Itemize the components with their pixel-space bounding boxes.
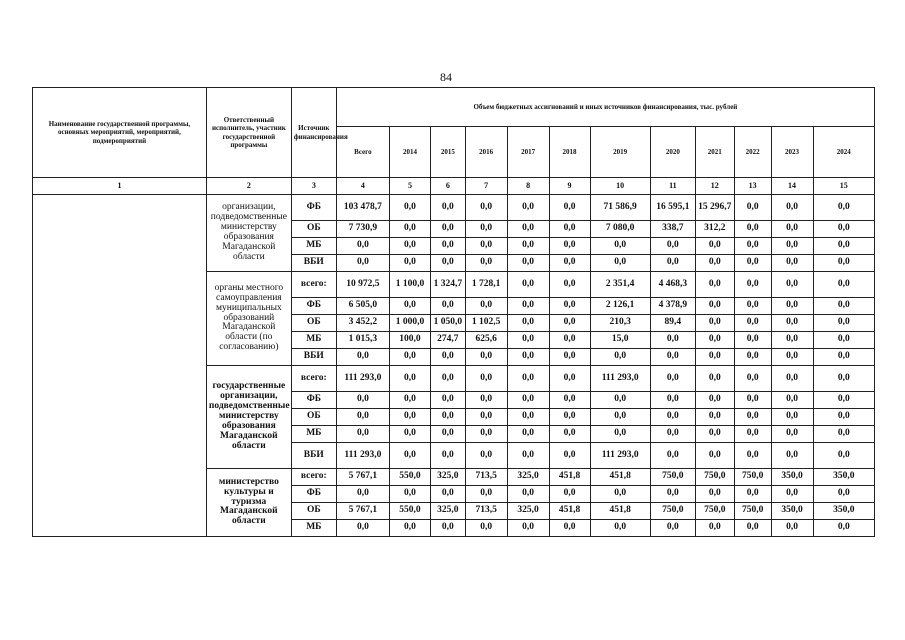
value-cell: 0,0 [734, 298, 771, 315]
source-cell: МБ [291, 520, 336, 537]
value-cell: 0,0 [734, 409, 771, 426]
value-cell: 312,2 [695, 221, 734, 238]
value-cell: 451,8 [549, 469, 590, 486]
value-cell: 0,0 [734, 238, 771, 255]
value-cell: 0,0 [430, 238, 465, 255]
header-executor: Ответственный исполнитель, участник государственной программы [206, 88, 291, 178]
value-cell: 0,0 [650, 366, 695, 392]
value-cell: 0,0 [813, 298, 875, 315]
value-cell: 0,0 [695, 298, 734, 315]
value-cell: 0,0 [734, 366, 771, 392]
value-cell: 0,0 [549, 486, 590, 503]
value-cell: 0,0 [549, 520, 590, 537]
value-cell: 71 586,9 [590, 195, 650, 221]
value-cell: 1 728,1 [465, 272, 507, 298]
executor-cell: министерство культуры и туризма Магаданской области [206, 469, 291, 537]
value-cell: 0,0 [590, 392, 650, 409]
value-cell: 713,5 [465, 469, 507, 486]
header-year-5: 2018 [549, 127, 590, 178]
value-cell: 0,0 [771, 443, 813, 469]
program-name-cell [33, 195, 207, 537]
value-cell: 0,0 [813, 366, 875, 392]
value-cell: 0,0 [590, 409, 650, 426]
header-year-7: 2020 [650, 127, 695, 178]
value-cell: 0,0 [336, 255, 389, 272]
value-cell: 750,0 [695, 469, 734, 486]
value-cell: 0,0 [336, 349, 389, 366]
value-cell: 3 452,2 [336, 315, 389, 332]
value-cell: 1 050,0 [430, 315, 465, 332]
value-cell: 0,0 [771, 195, 813, 221]
column-number-10: 10 [590, 178, 650, 195]
value-cell: 16 595,1 [650, 195, 695, 221]
source-cell: МБ [291, 238, 336, 255]
value-cell: 0,0 [336, 392, 389, 409]
value-cell: 0,0 [734, 221, 771, 238]
value-cell: 0,0 [507, 238, 549, 255]
value-cell: 0,0 [430, 298, 465, 315]
value-cell: 1 000,0 [390, 315, 431, 332]
value-cell: 5 767,1 [336, 503, 389, 520]
value-cell: 0,0 [771, 486, 813, 503]
value-cell: 2 126,1 [590, 298, 650, 315]
value-cell: 0,0 [549, 238, 590, 255]
source-cell: МБ [291, 426, 336, 443]
value-cell: 0,0 [813, 315, 875, 332]
value-cell: 0,0 [813, 486, 875, 503]
value-cell: 0,0 [549, 255, 590, 272]
value-cell: 0,0 [549, 349, 590, 366]
value-cell: 0,0 [650, 332, 695, 349]
value-cell: 750,0 [695, 503, 734, 520]
value-cell: 0,0 [465, 255, 507, 272]
value-cell: 325,0 [507, 503, 549, 520]
value-cell: 0,0 [695, 255, 734, 272]
value-cell: 0,0 [650, 443, 695, 469]
value-cell: 0,0 [734, 443, 771, 469]
value-cell: 0,0 [465, 195, 507, 221]
value-cell: 0,0 [549, 392, 590, 409]
value-cell: 0,0 [549, 409, 590, 426]
column-number-9: 9 [549, 178, 590, 195]
value-cell: 111 293,0 [336, 443, 389, 469]
value-cell: 0,0 [695, 315, 734, 332]
value-cell: 350,0 [771, 469, 813, 486]
value-cell: 0,0 [507, 426, 549, 443]
source-cell: ФБ [291, 486, 336, 503]
value-cell: 0,0 [507, 255, 549, 272]
value-cell: 750,0 [650, 469, 695, 486]
value-cell: 1 102,5 [465, 315, 507, 332]
value-cell: 0,0 [813, 195, 875, 221]
value-cell: 0,0 [507, 409, 549, 426]
value-cell: 0,0 [390, 255, 431, 272]
table-row [33, 195, 875, 221]
value-cell: 0,0 [507, 349, 549, 366]
value-cell: 0,0 [590, 238, 650, 255]
value-cell: 0,0 [465, 392, 507, 409]
value-cell: 0,0 [771, 332, 813, 349]
value-cell: 0,0 [813, 255, 875, 272]
value-cell: 0,0 [650, 255, 695, 272]
value-cell: 0,0 [771, 255, 813, 272]
value-cell: 0,0 [465, 520, 507, 537]
value-cell: 0,0 [734, 426, 771, 443]
header-year-10: 2023 [771, 127, 813, 178]
value-cell: 0,0 [813, 349, 875, 366]
value-cell: 0,0 [771, 221, 813, 238]
value-cell: 713,5 [465, 503, 507, 520]
column-number-7: 7 [465, 178, 507, 195]
value-cell: 0,0 [390, 426, 431, 443]
value-cell: 0,0 [507, 315, 549, 332]
value-cell: 0,0 [771, 315, 813, 332]
value-cell: 338,7 [650, 221, 695, 238]
value-cell: 210,3 [590, 315, 650, 332]
value-cell: 0,0 [507, 366, 549, 392]
value-cell: 750,0 [734, 503, 771, 520]
value-cell: 0,0 [650, 486, 695, 503]
header-year-4: 2017 [507, 127, 549, 178]
value-cell: 0,0 [813, 443, 875, 469]
value-cell: 0,0 [430, 195, 465, 221]
value-cell: 103 478,7 [336, 195, 389, 221]
value-cell: 100,0 [390, 332, 431, 349]
value-cell: 550,0 [390, 503, 431, 520]
value-cell: 0,0 [734, 195, 771, 221]
value-cell: 750,0 [650, 503, 695, 520]
value-cell: 0,0 [465, 426, 507, 443]
budget-table [32, 87, 875, 537]
value-cell: 0,0 [390, 195, 431, 221]
source-cell: всего: [291, 272, 336, 298]
value-cell: 5 767,1 [336, 469, 389, 486]
value-cell: 0,0 [549, 366, 590, 392]
value-cell: 0,0 [390, 409, 431, 426]
value-cell: 0,0 [465, 298, 507, 315]
value-cell: 0,0 [390, 443, 431, 469]
value-cell: 0,0 [650, 349, 695, 366]
value-cell: 0,0 [390, 520, 431, 537]
value-cell: 451,8 [590, 469, 650, 486]
value-cell: 0,0 [695, 486, 734, 503]
source-cell: ОБ [291, 221, 336, 238]
header-year-3: 2016 [465, 127, 507, 178]
value-cell: 0,0 [430, 349, 465, 366]
value-cell: 0,0 [430, 366, 465, 392]
value-cell: 0,0 [465, 366, 507, 392]
header-year-6: 2019 [590, 127, 650, 178]
value-cell: 0,0 [430, 520, 465, 537]
value-cell: 0,0 [549, 443, 590, 469]
value-cell: 0,0 [465, 409, 507, 426]
source-cell: ФБ [291, 392, 336, 409]
value-cell: 0,0 [430, 409, 465, 426]
value-cell: 0,0 [813, 520, 875, 537]
value-cell: 0,0 [430, 392, 465, 409]
value-cell: 0,0 [507, 520, 549, 537]
header-year-2: 2015 [430, 127, 465, 178]
source-cell: всего: [291, 366, 336, 392]
value-cell: 325,0 [430, 503, 465, 520]
value-cell: 0,0 [771, 520, 813, 537]
value-cell: 111 293,0 [336, 366, 389, 392]
value-cell: 0,0 [734, 520, 771, 537]
value-cell: 0,0 [734, 315, 771, 332]
value-cell: 274,7 [430, 332, 465, 349]
value-cell: 0,0 [771, 272, 813, 298]
header-volume: Объем бюджетных ассигнований и иных источников финансирования, тыс. рублей [336, 88, 874, 127]
value-cell: 4 378,9 [650, 298, 695, 315]
value-cell: 0,0 [549, 426, 590, 443]
source-cell: ВБИ [291, 255, 336, 272]
value-cell: 0,0 [465, 486, 507, 503]
value-cell: 0,0 [813, 332, 875, 349]
value-cell: 0,0 [336, 426, 389, 443]
value-cell: 0,0 [507, 392, 549, 409]
value-cell: 0,0 [695, 409, 734, 426]
value-cell: 0,0 [465, 221, 507, 238]
value-cell: 0,0 [695, 349, 734, 366]
value-cell: 111 293,0 [590, 443, 650, 469]
column-number-1: 1 [33, 178, 207, 195]
value-cell: 0,0 [430, 255, 465, 272]
value-cell: 0,0 [549, 332, 590, 349]
value-cell: 0,0 [465, 443, 507, 469]
value-cell: 0,0 [695, 426, 734, 443]
column-number-6: 6 [430, 178, 465, 195]
executor-cell: организации, подведомственные министерству образования Магаданской области [206, 195, 291, 272]
table-body [33, 195, 875, 537]
column-number-13: 13 [734, 178, 771, 195]
value-cell: 0,0 [430, 443, 465, 469]
source-cell: ФБ [291, 298, 336, 315]
value-cell: 0,0 [549, 272, 590, 298]
value-cell: 0,0 [390, 238, 431, 255]
value-cell: 0,0 [590, 486, 650, 503]
value-cell: 0,0 [650, 238, 695, 255]
value-cell: 89,4 [650, 315, 695, 332]
value-cell: 4 468,3 [650, 272, 695, 298]
value-cell: 0,0 [430, 486, 465, 503]
value-cell: 0,0 [695, 443, 734, 469]
source-cell: ОБ [291, 315, 336, 332]
value-cell: 0,0 [336, 486, 389, 503]
value-cell: 0,0 [336, 520, 389, 537]
column-number-5: 5 [390, 178, 431, 195]
value-cell: 0,0 [734, 486, 771, 503]
header-source: Источник финансирования [291, 88, 336, 178]
value-cell: 0,0 [590, 349, 650, 366]
value-cell: 0,0 [430, 221, 465, 238]
value-cell: 451,8 [549, 503, 590, 520]
value-cell: 15,0 [590, 332, 650, 349]
value-cell: 0,0 [465, 349, 507, 366]
value-cell: 350,0 [771, 503, 813, 520]
value-cell: 0,0 [590, 520, 650, 537]
executor-cell: государственные организации, подведомственные министерству образования Магаданской области [206, 366, 291, 469]
value-cell: 0,0 [549, 315, 590, 332]
value-cell: 0,0 [734, 392, 771, 409]
value-cell: 0,0 [390, 221, 431, 238]
value-cell: 0,0 [813, 409, 875, 426]
header-year-8: 2021 [695, 127, 734, 178]
value-cell: 0,0 [507, 443, 549, 469]
value-cell: 0,0 [813, 221, 875, 238]
value-cell: 0,0 [771, 298, 813, 315]
value-cell: 0,0 [771, 238, 813, 255]
value-cell: 0,0 [771, 366, 813, 392]
value-cell: 0,0 [695, 238, 734, 255]
source-cell: МБ [291, 332, 336, 349]
value-cell: 0,0 [465, 238, 507, 255]
value-cell: 0,0 [813, 238, 875, 255]
value-cell: 0,0 [336, 409, 389, 426]
value-cell: 0,0 [590, 255, 650, 272]
executor-cell: органы местного самоуправления муниципальных образований Магаданской области (по согласованию) [206, 272, 291, 366]
value-cell: 0,0 [734, 255, 771, 272]
value-cell: 0,0 [813, 272, 875, 298]
value-cell: 0,0 [590, 426, 650, 443]
value-cell: 0,0 [549, 221, 590, 238]
value-cell: 0,0 [507, 272, 549, 298]
value-cell: 0,0 [390, 366, 431, 392]
value-cell: 0,0 [507, 332, 549, 349]
value-cell: 0,0 [695, 366, 734, 392]
value-cell: 0,0 [771, 426, 813, 443]
value-cell: 0,0 [507, 298, 549, 315]
value-cell: 750,0 [734, 469, 771, 486]
header-year-0: Всего [336, 127, 389, 178]
value-cell: 325,0 [430, 469, 465, 486]
value-cell: 0,0 [549, 195, 590, 221]
column-number-15: 15 [813, 178, 875, 195]
page-number: 84 [440, 70, 452, 84]
value-cell: 1 100,0 [390, 272, 431, 298]
value-cell: 0,0 [390, 349, 431, 366]
value-cell: 350,0 [813, 469, 875, 486]
source-cell: всего: [291, 469, 336, 486]
value-cell: 0,0 [695, 272, 734, 298]
header-year-9: 2022 [734, 127, 771, 178]
value-cell: 0,0 [695, 520, 734, 537]
value-cell: 7 730,9 [336, 221, 389, 238]
column-number-8: 8 [507, 178, 549, 195]
value-cell: 0,0 [650, 392, 695, 409]
value-cell: 15 296,7 [695, 195, 734, 221]
value-cell: 0,0 [695, 392, 734, 409]
value-cell: 0,0 [650, 409, 695, 426]
column-number-4: 4 [336, 178, 389, 195]
value-cell: 2 351,4 [590, 272, 650, 298]
source-cell: ФБ [291, 195, 336, 221]
value-cell: 0,0 [336, 238, 389, 255]
value-cell: 0,0 [650, 426, 695, 443]
value-cell: 1 324,7 [430, 272, 465, 298]
column-number-14: 14 [771, 178, 813, 195]
value-cell: 0,0 [813, 426, 875, 443]
header-year-11: 2024 [813, 127, 875, 178]
value-cell: 0,0 [390, 298, 431, 315]
value-cell: 0,0 [507, 221, 549, 238]
header-name: Наименование государственной программы, основных мероприятий, мероприятий, подмероприятий [33, 88, 207, 178]
column-number-11: 11 [650, 178, 695, 195]
value-cell: 0,0 [813, 392, 875, 409]
header-year-1: 2014 [390, 127, 431, 178]
column-number-12: 12 [695, 178, 734, 195]
value-cell: 0,0 [507, 195, 549, 221]
value-cell: 0,0 [734, 332, 771, 349]
value-cell: 625,6 [465, 332, 507, 349]
value-cell: 111 293,0 [590, 366, 650, 392]
value-cell: 0,0 [734, 349, 771, 366]
value-cell: 0,0 [771, 409, 813, 426]
source-cell: ОБ [291, 503, 336, 520]
value-cell: 0,0 [771, 349, 813, 366]
value-cell: 350,0 [813, 503, 875, 520]
value-cell: 0,0 [390, 486, 431, 503]
value-cell: 451,8 [590, 503, 650, 520]
value-cell: 0,0 [430, 426, 465, 443]
value-cell: 0,0 [734, 272, 771, 298]
value-cell: 7 080,0 [590, 221, 650, 238]
source-cell: ВБИ [291, 443, 336, 469]
column-number-3: 3 [291, 178, 336, 195]
value-cell: 0,0 [771, 392, 813, 409]
value-cell: 10 972,5 [336, 272, 389, 298]
value-cell: 550,0 [390, 469, 431, 486]
value-cell: 0,0 [695, 332, 734, 349]
value-cell: 0,0 [650, 520, 695, 537]
value-cell: 325,0 [507, 469, 549, 486]
value-cell: 1 015,3 [336, 332, 389, 349]
value-cell: 0,0 [507, 486, 549, 503]
value-cell: 0,0 [549, 298, 590, 315]
value-cell: 6 505,0 [336, 298, 389, 315]
header-column-numbers [33, 178, 875, 195]
value-cell: 0,0 [390, 392, 431, 409]
source-cell: ВБИ [291, 349, 336, 366]
source-cell: ОБ [291, 409, 336, 426]
column-number-2: 2 [206, 178, 291, 195]
